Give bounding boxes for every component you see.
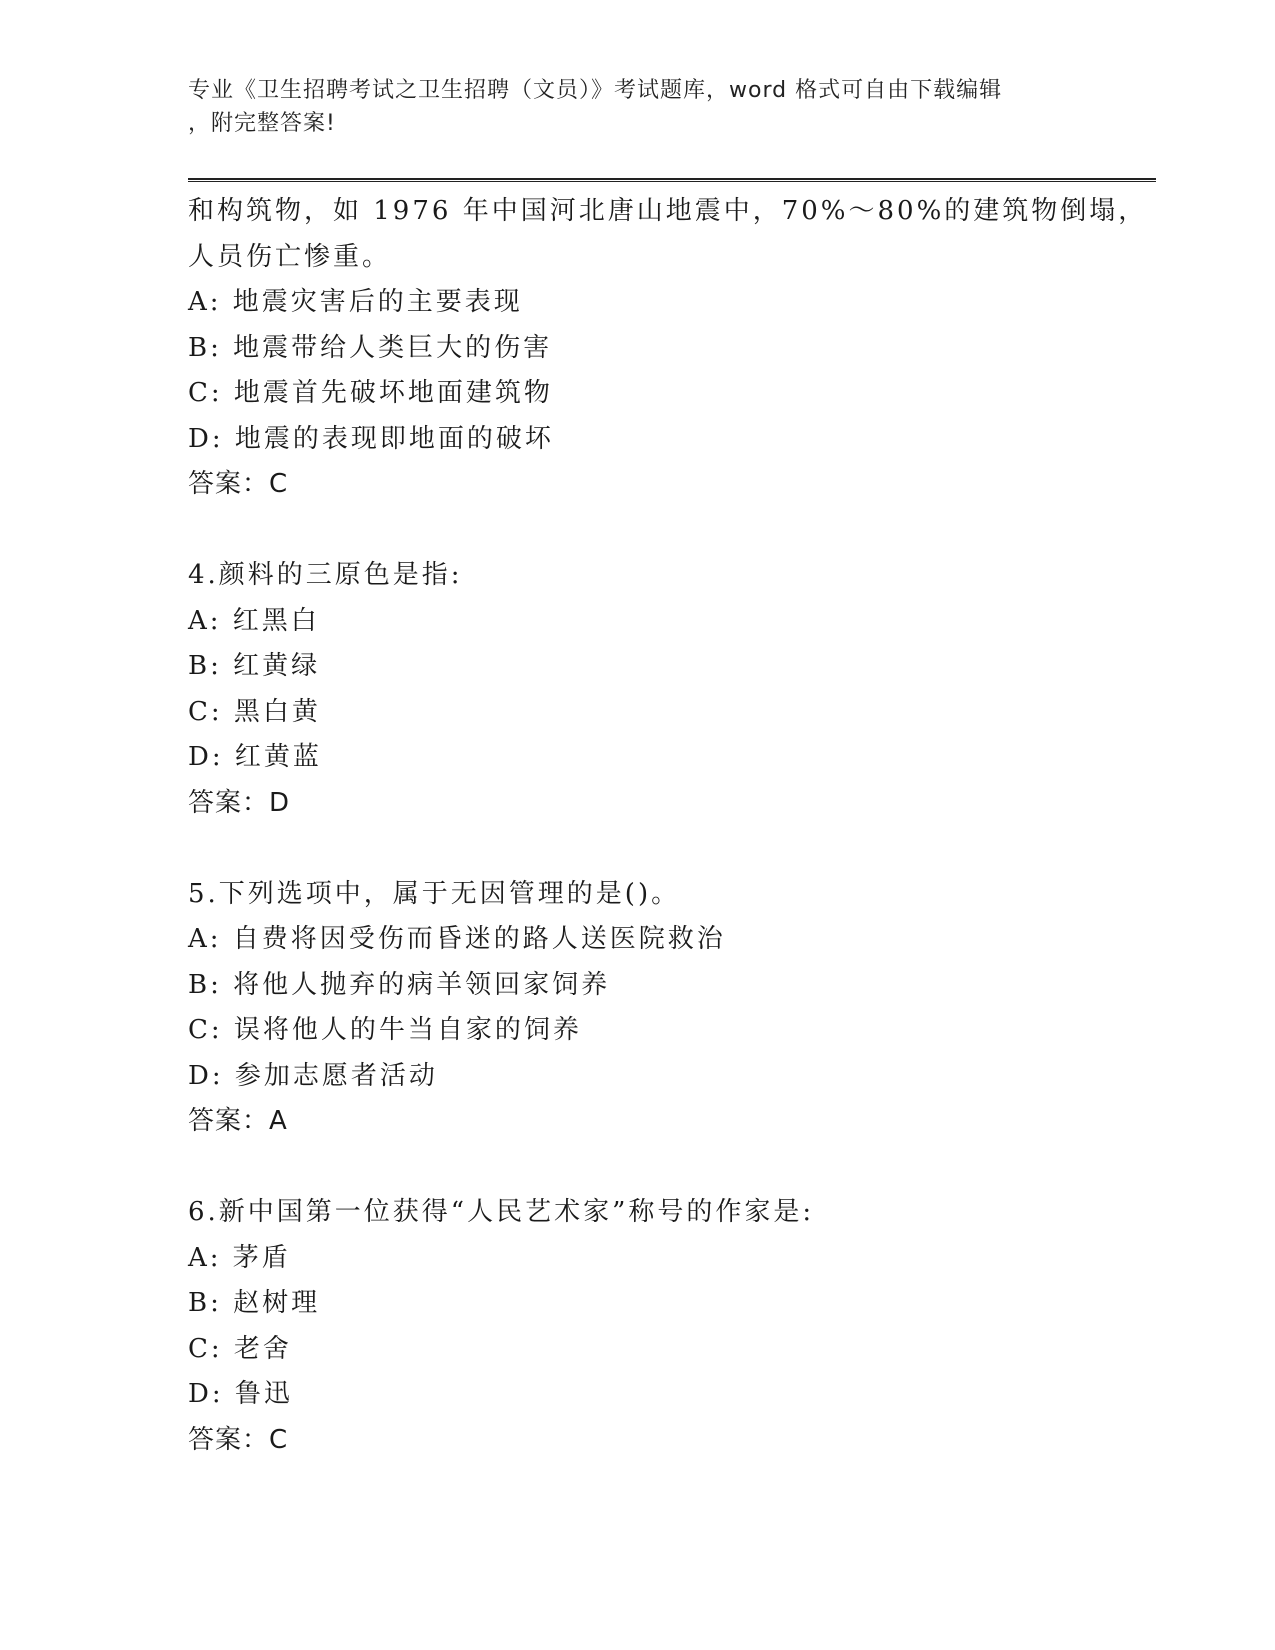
option-c: C: 黑白黄 <box>188 696 321 727</box>
option-c: C: 误将他人的牛当自家的饲养 <box>188 1015 582 1045</box>
option-d: D: 参加志愿者活动 <box>188 1060 438 1091</box>
header-divider <box>188 178 1156 182</box>
option-d: D: 红黄蓝 <box>188 742 322 772</box>
question-block-5 <box>188 872 1138 1145</box>
question-text: 6.新中国第一位获得“人民艺术家”称号的作家是: <box>188 1197 815 1227</box>
question-block-continued <box>188 189 1148 508</box>
option-a: A: 红黑白 <box>188 605 320 636</box>
header-title-line-1: 专业《卫生招聘考试之卫生招聘（文员）》考试题库，word 格式可自由下载编辑 <box>188 78 1003 103</box>
option-b: B: 赵树理 <box>188 1288 321 1318</box>
option-b: B: 将他人抛弃的病羊领回家饲养 <box>188 969 611 1000</box>
question-block-6 <box>188 1190 1138 1463</box>
option-c: C: 老舍 <box>188 1333 292 1364</box>
option-a: A: 自费将因受伤而昏迷的路人送医院救治 <box>188 924 726 954</box>
option-c: C: 地震首先破坏地面建筑物 <box>188 378 553 408</box>
question-text: 5.下列选项中，属于无因管理的是()。 <box>188 878 681 909</box>
option-a: A: 茅盾 <box>188 1242 291 1273</box>
question-text-line: 人员伤亡惨重。 <box>188 241 392 272</box>
option-b: B: 红黄绿 <box>188 651 321 681</box>
header-title-line-2: ，附完整答案! <box>188 111 336 136</box>
question-block-4 <box>188 553 1138 826</box>
answer-line: 答案：A <box>188 1106 288 1136</box>
answer-line: 答案：D <box>188 787 291 818</box>
answer-line: 答案：C <box>188 1424 289 1455</box>
question-text-line: 和构筑物，如 1976 年中国河北唐山地震中，70%～80%的建筑物倒塌， <box>188 196 1148 226</box>
question-text: 4.颜料的三原色是指: <box>188 560 463 590</box>
option-d: D: 地震的表现即地面的破坏 <box>188 423 554 454</box>
option-b: B: 地震带给人类巨大的伤害 <box>188 332 553 363</box>
answer-line: 答案：C <box>188 469 289 499</box>
option-a: A: 地震灾害后的主要表现 <box>188 287 523 317</box>
option-d: D: 鲁迅 <box>188 1379 293 1409</box>
question-list <box>188 189 1148 1463</box>
document-header <box>188 74 1088 140</box>
